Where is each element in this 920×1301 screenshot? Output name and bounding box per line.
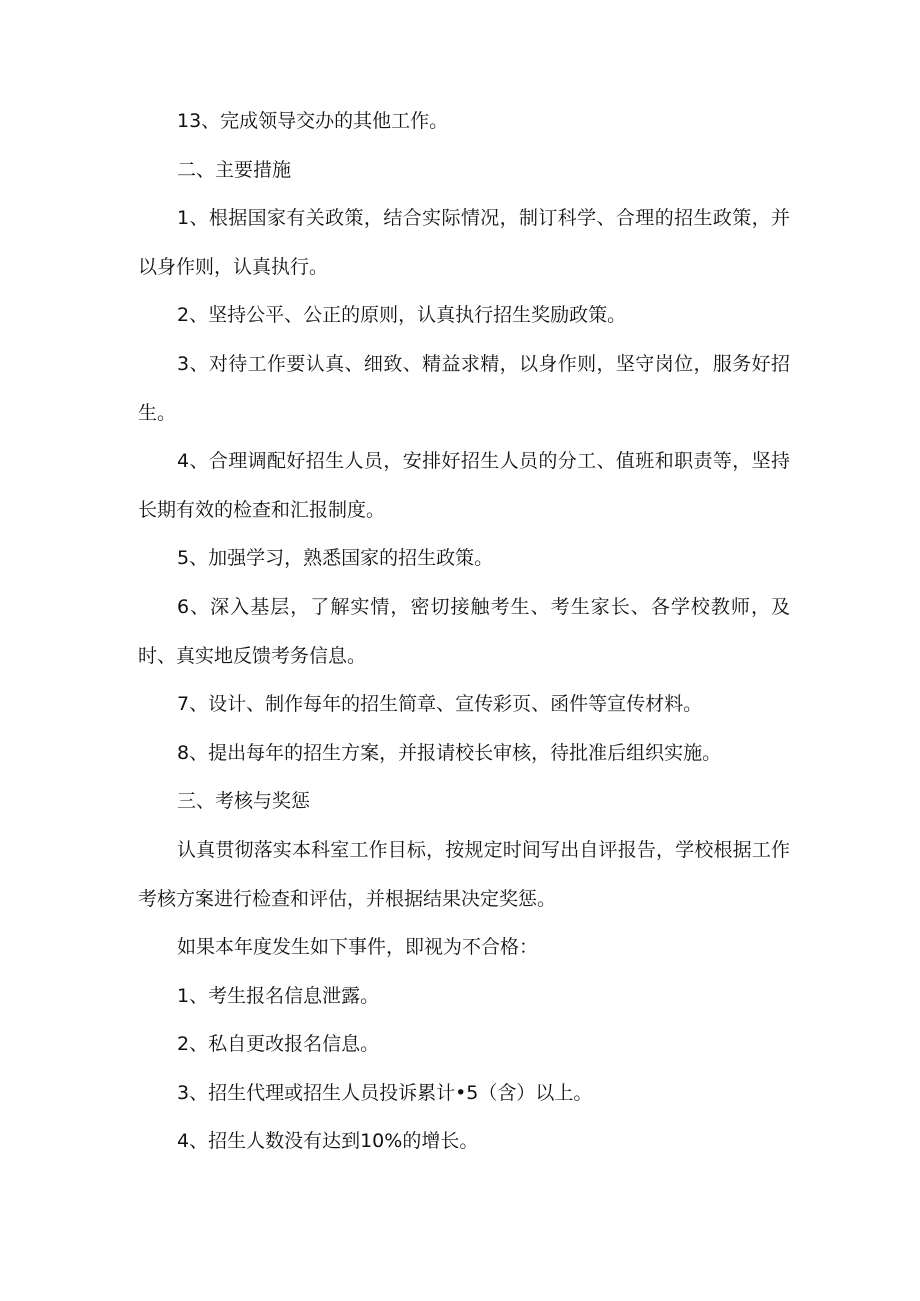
assessment-paragraph: 认真贯彻落实本科室工作目标，按规定时间写出自评报告，学校根据工作考核方案进行检查和评估，并根据结果决定奖惩。 [138, 838, 790, 910]
measure-item-7: 7、设计、制作每年的招生简章、宣传彩页、函件等宣传材料。 [177, 693, 703, 716]
failure-item-2: 2、私自更改报名信息。 [177, 1033, 380, 1056]
failure-item-3: 3、招生代理或招生人员投诉累计•5（含）以上。 [177, 1081, 593, 1104]
paragraph-item-13: 13、完成领导交办的其他工作。 [177, 110, 449, 132]
section-heading-assessment: 三、考核与奖惩 [177, 790, 311, 813]
measure-item-6: 6、深入基层，了解实情，密切接触考生、考生家长、各学校教师，及时、真实地反馈考务信息。 [138, 595, 790, 667]
measure-item-5: 5、加强学习，熟悉国家的招生政策。 [177, 547, 494, 570]
section-heading-measures: 二、主要措施 [177, 158, 292, 181]
measure-item-8: 8、提出每年的招生方案，并报请校长审核，待批准后组织实施。 [177, 741, 722, 764]
failure-item-4: 4、招生人数没有达到10%的增长。 [177, 1130, 479, 1153]
measure-item-4: 4、合理调配好招生人员，安排好招生人员的分工、值班和职责等，坚持长期有效的检查和汇报制度。 [138, 450, 790, 521]
measure-item-1: 1、根据国家有关政策，结合实际情况，制订科学、合理的招生政策，并以身作则，认真执行。 [138, 207, 790, 278]
failure-item-1: 1、考生报名信息泄露。 [177, 984, 380, 1007]
measure-item-2: 2、坚持公平、公正的原则，认真执行招生奖励政策。 [177, 304, 627, 327]
document-body [138, 97, 790, 1166]
failure-conditions-intro: 如果本年度发生如下事件，即视为不合格： [177, 936, 539, 959]
measure-item-3: 3、对待工作要认真、细致、精益求精，以身作则，坚守岗位，服务好招生。 [138, 352, 790, 424]
